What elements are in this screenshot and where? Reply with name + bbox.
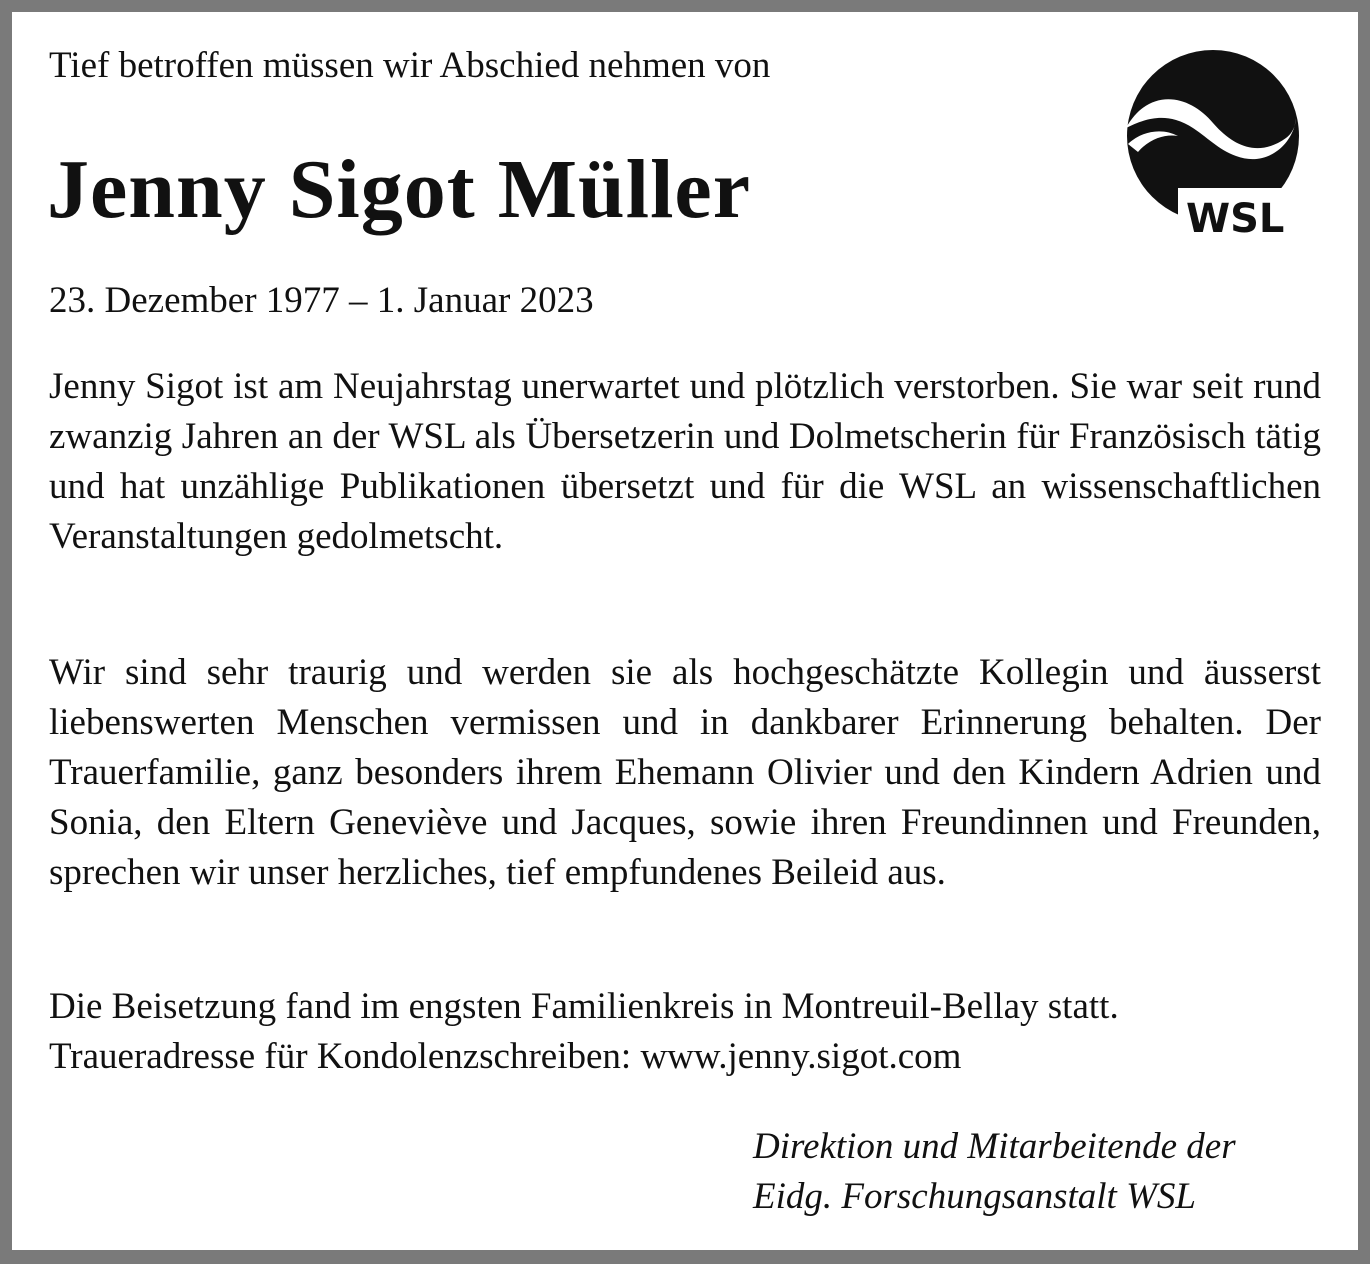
life-dates: 23. Dezember 1977 – 1. Januar 2023 (49, 280, 594, 321)
signature-line-1: Direktion und Mitarbeitende der (753, 1126, 1236, 1167)
funeral-info-line: Die Beisetzung fand im engsten Familienkreis in Montreuil-Bellay statt. (49, 986, 1119, 1027)
intro-text: Tief betroffen müssen wir Abschied nehmen von (49, 45, 771, 86)
wsl-logo-icon (1118, 48, 1308, 238)
signature-line-2: Eidg. Forschungsanstalt WSL (753, 1176, 1196, 1217)
condolence-address-line: Traueradresse für Kondolenzschreiben: www.jenny.sigot.com (49, 1036, 962, 1077)
paragraph-tribute: Jenny Sigot ist am Neujahrstag unerwartet und plötzlich verstorben. Sie war seit rund zwanzig Jahren an der WSL als Übersetzerin und Dolmetscherin für Französisch tätig und hat unzählige Publikationen übersetzt und für die WSL an wissenschaftlichen Veranstaltungen gedolmetscht. (49, 366, 1321, 557)
paragraph-condolences: Wir sind sehr traurig und werden sie als hochgeschätzte Kollegin und äusserst liebenswerten Menschen vermissen und in dankbarer Erinnerung behalten. Der Trauerfamilie, ganz besonders ihrem Ehemann Olivier und den Kindern Adrien und Sonia, den Eltern Geneviève und Jacques, sowie ihren Freundinnen und Freunden, sprechen wir unser herzliches, tief empfundenes Beileid aus. (49, 652, 1321, 893)
signature (753, 1122, 1236, 1222)
obituary-notice (12, 12, 1358, 1250)
paragraph-funeral-info (49, 982, 1321, 1082)
logo-text: WSL (1186, 196, 1285, 238)
deceased-name: Jenny Sigot Müller (47, 143, 751, 236)
